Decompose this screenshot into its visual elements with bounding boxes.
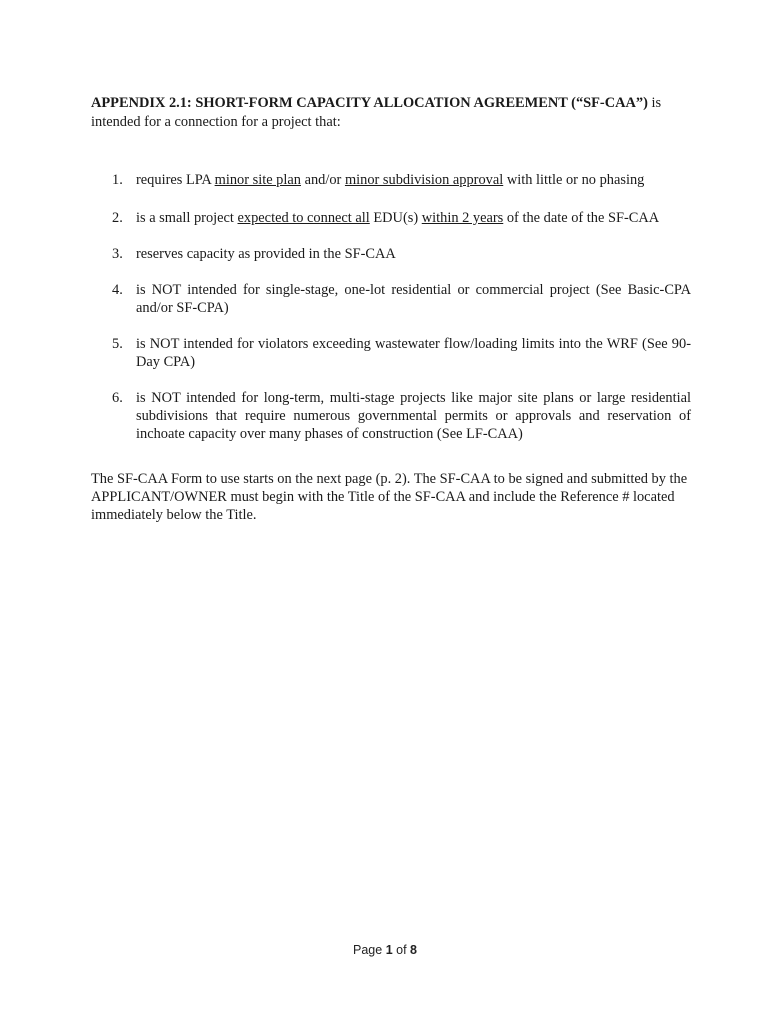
item-text: is NOT intended for long-term, multi-stage projects like major site plans or large residential subdivisions that require numerous governmental permits or approvals and reservation of inchoate capacity over many phases of construction (See LF-CAA) [136, 390, 691, 442]
appendix-heading [91, 94, 691, 132]
item-text: reserves capacity as provided in the SF-CAA [136, 246, 396, 262]
list-item [91, 171, 691, 189]
underlined-text: minor site plan [214, 172, 301, 188]
page-word: Page [353, 943, 386, 957]
current-page-number: 1 [385, 943, 393, 957]
item-text: requires LPA [136, 172, 215, 188]
list-item [91, 281, 691, 317]
item-text: EDU(s) [369, 210, 422, 226]
list-number: 3. [112, 246, 123, 262]
list-number: 1. [112, 172, 123, 188]
item-text: is NOT intended for violators exceeding wastewater flow/loading limits into the WRF (See 90-Day CPA) [136, 336, 691, 370]
list-number: 6. [112, 390, 123, 406]
item-text: and/or [300, 172, 345, 188]
criteria-list [91, 171, 691, 443]
list-item [91, 245, 691, 263]
item-text: of the date of the SF-CAA [503, 210, 660, 226]
list-item [91, 389, 691, 443]
list-number: 5. [112, 336, 123, 352]
appendix-title: APPENDIX 2.1: SHORT-FORM CAPACITY ALLOCATION AGREEMENT (“SF-CAA”) [91, 95, 648, 111]
underlined-text: expected to connect all [237, 210, 370, 226]
item-text: is NOT intended for single-stage, one-lot residential or commercial project (See Basic-CPA and/or SF-CPA) [136, 282, 691, 316]
page-footer [0, 943, 770, 957]
underlined-text: minor subdivision approval [344, 172, 504, 188]
underlined-text: within 2 years [421, 210, 504, 226]
of-word: of [392, 943, 411, 957]
list-number: 2. [112, 210, 123, 226]
item-text: with little or no phasing [503, 172, 645, 188]
appendix-intro: is intended for a connection for a project that: [91, 95, 662, 130]
list-item [91, 335, 691, 371]
closing-paragraph: The SF-CAA Form to use starts on the next page (p. 2). The SF-CAA to be signed and submitted by the APPLICANT/OWNER must begin with the Title of the SF-CAA and include the Reference # located immediately below the Title. [91, 471, 688, 523]
item-text: is a small project [136, 210, 238, 226]
list-number: 4. [112, 282, 123, 298]
total-pages-number: 8 [410, 943, 417, 957]
list-item [91, 209, 691, 227]
